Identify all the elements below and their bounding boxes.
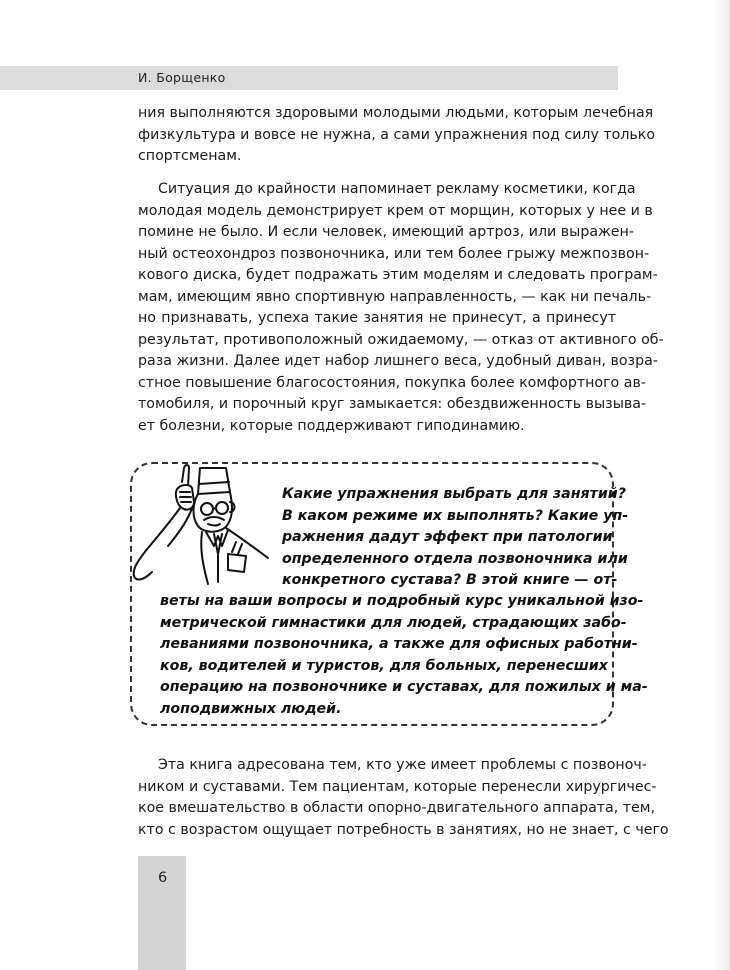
text-line: томобиля, и порочный круг замыкается: обездвиженность вызыва- bbox=[138, 396, 647, 412]
callout-line: определенного отдела позвоночника или bbox=[282, 550, 628, 567]
paragraph-2 bbox=[138, 179, 664, 437]
text-line: результат, противоположный ожидаемому, — отказ от активного об- bbox=[138, 331, 664, 348]
text-line: но признавать, успеха такие занятия не принесут, а принесут bbox=[138, 310, 616, 326]
text-line: стное повышение благосостояния, покупка более комфортного ав- bbox=[138, 374, 646, 391]
paragraph-3 bbox=[138, 755, 669, 841]
callout-line: Какие упражнения выбрать для занятий? bbox=[282, 486, 626, 502]
text-line: Ситуация до крайности напоминает рекламу косметики, когда bbox=[158, 181, 636, 197]
text-line: физкультура и вовсе не нужна, а сами упражнения под силу только bbox=[138, 126, 656, 143]
callout-answer-lines bbox=[160, 591, 648, 720]
text-line: раза жизни. Далее идет набор лишнего веса, удобный диван, возра- bbox=[138, 353, 658, 369]
page-edge-shadow bbox=[714, 0, 730, 970]
text-line: кто с возрастом ощущает потребность в занятиях, но не знает, с чего bbox=[138, 821, 669, 838]
text-line: молодая модель демонстрирует крем от морщин, которых у нее и в bbox=[138, 202, 653, 219]
header-author: И. Борщенко bbox=[138, 70, 226, 85]
text-line: ный остеохондроз позвоночника, или тем более грыжу межпозвон- bbox=[138, 245, 650, 262]
text-line: кового диска, будет подражать этим моделям и следовать програм- bbox=[138, 267, 658, 283]
doctor-pointing-icon bbox=[118, 462, 278, 587]
callout-line: метрической гимнастики для людей, страдающих забо- bbox=[160, 614, 627, 631]
callout-line: ражнения дадут эффект при патологии bbox=[282, 529, 613, 545]
callout-line: ков, водителей и туристов, для больных, перенесших bbox=[160, 657, 608, 674]
text-line: ния выполняются здоровыми молодыми людьми, которым лечебная bbox=[138, 105, 654, 121]
paragraph-1 bbox=[138, 103, 656, 168]
running-header bbox=[0, 66, 618, 90]
callout-line: леваниями позвоночника, а также для офисных работни- bbox=[160, 636, 638, 652]
callout-line: веты на ваши вопросы и подробный курс уникальной изо- bbox=[160, 593, 644, 609]
text-line: помине не было. И если человек, имеющий артроз, или выражен- bbox=[138, 224, 634, 240]
page-number: 6 bbox=[158, 870, 168, 886]
callout-line: операцию на позвоночнике и суставах, для пожилых и ма- bbox=[160, 679, 648, 695]
text-line: ет болезни, которые поддерживают гиподинамию. bbox=[138, 417, 525, 434]
text-line: мам, имеющим явно спортивную направленность, — как ни печаль- bbox=[138, 288, 652, 305]
callout-question-lines bbox=[282, 484, 629, 592]
text-line: ником и суставами. Тем пациентам, которые перенесли хирургичес- bbox=[138, 778, 657, 795]
callout-line: конкретного сустава? В этой книге — от- bbox=[282, 572, 618, 588]
callout-line: В каком режиме их выполнять? Какие уп- bbox=[282, 507, 629, 524]
text-line: кое вмешательство в области опорно-двигательного аппарата, тем, bbox=[138, 800, 655, 816]
text-line: Эта книга адресована тем, кто уже имеет проблемы с позвоноч- bbox=[158, 757, 647, 773]
text-line: спортсменам. bbox=[138, 148, 242, 164]
callout-line: лоподвижных людей. bbox=[160, 700, 342, 717]
